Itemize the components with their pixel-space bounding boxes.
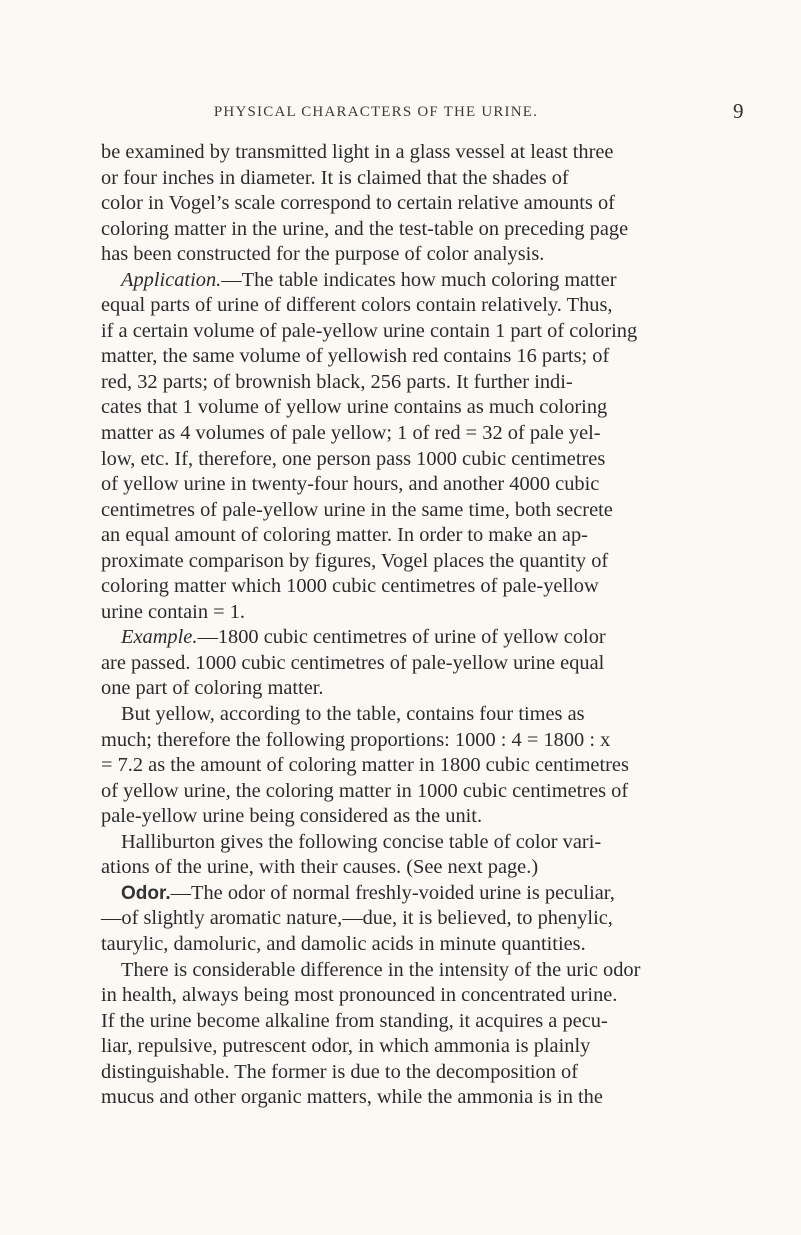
paragraph-application [101, 268, 741, 294]
text-line: mucus and other organic matters, while the ammonia is in the [101, 1086, 603, 1109]
text-line: liar, repulsive, putrescent odor, in which ammonia is plainly [101, 1035, 591, 1058]
text-line: equal parts of urine of different colors contain relatively. Thus, [101, 294, 613, 317]
section-heading-odor: Odor. [121, 882, 171, 904]
text-line: one part of coloring matter. [101, 677, 324, 700]
run-in-heading-application: Application. [121, 268, 222, 291]
text-line: much; therefore the following proportions: 1000 : 4 = 1800 : x [101, 728, 611, 751]
text-line: in health, always being most pronounced in concentrated urine. [101, 984, 618, 1007]
text-line: = 7.2 as the amount of coloring matter in 1800 cubic centimetres [101, 754, 629, 777]
text-line: —of slightly aromatic nature,—due, it is believed, to phenylic, [101, 907, 613, 930]
text-line: taurylic, damoluric, and damolic acids in minute quantities. [101, 932, 586, 955]
text-line: be examined by transmitted light in a glass vessel at least three [101, 141, 614, 163]
text-line: Halliburton gives the following concise table of color vari- [121, 830, 602, 853]
run-in-heading-example: Example. [121, 626, 198, 649]
text-line: pale-yellow urine being considered as the unit. [101, 805, 483, 828]
text-line: or four inches in diameter. It is claimed that the shades of [101, 166, 569, 189]
text-line: If the urine become alkaline from standing, it acquires a pecu- [101, 1009, 608, 1032]
text-line: ations of the urine, with their causes. (See next page.) [101, 856, 539, 879]
text-line: There is considerable difference in the intensity of the uric odor [121, 958, 641, 981]
paragraph-example [101, 625, 741, 651]
text-line: But yellow, according to the table, contains four times as [121, 703, 585, 726]
page-number: 9 [733, 99, 744, 123]
text-line: of yellow urine in twenty-four hours, and another 4000 cubic [101, 473, 600, 496]
text-line: an equal amount of coloring matter. In order to make an ap- [101, 524, 588, 547]
text-line: —The odor of normal freshly-voided urine is peculiar, [170, 881, 615, 904]
text-line: if a certain volume of pale-yellow urine contain 1 part of coloring [101, 319, 638, 342]
text-line: coloring matter in the urine, and the test-table on preceding page [101, 217, 629, 240]
text-line: matter, the same volume of yellowish red contains 16 parts; of [101, 345, 610, 368]
text-line: proximate comparison by figures, Vogel places the quantity of [101, 549, 609, 572]
text-line: red, 32 parts; of brownish black, 256 parts. It further indi- [101, 370, 573, 393]
text-line: cates that 1 volume of yellow urine contains as much coloring [101, 396, 608, 419]
running-head: PHYSICAL CHARACTERS OF THE URINE. [213, 104, 539, 120]
text-line: —The table indicates how much coloring matter [221, 268, 617, 291]
body-text [101, 140, 741, 1111]
text-line: of yellow urine, the coloring matter in 1000 cubic centimetres of [101, 779, 629, 802]
text-line: low, etc. If, therefore, one person pass 1000 cubic centimetres [101, 447, 606, 470]
text-line: coloring matter which 1000 cubic centimetres of pale-yellow [101, 575, 599, 598]
paragraph-odor [101, 881, 741, 907]
text-line: has been constructed for the purpose of color analysis. [101, 243, 545, 266]
text-line: centimetres of pale-yellow urine in the same time, both secrete [101, 498, 613, 521]
text-line: are passed. 1000 cubic centimetres of pale-yellow urine equal [101, 651, 605, 674]
text-line: —1800 cubic centimetres of urine of yellow color [197, 626, 606, 649]
text-line: distinguishable. The former is due to the decomposition of [101, 1060, 579, 1083]
text-line: matter as 4 volumes of pale yellow; 1 of red = 32 of pale yel- [101, 422, 601, 445]
text-line: urine contain = 1. [101, 600, 245, 623]
text-line: color in Vogel’s scale correspond to certain relative amounts of [101, 192, 615, 215]
